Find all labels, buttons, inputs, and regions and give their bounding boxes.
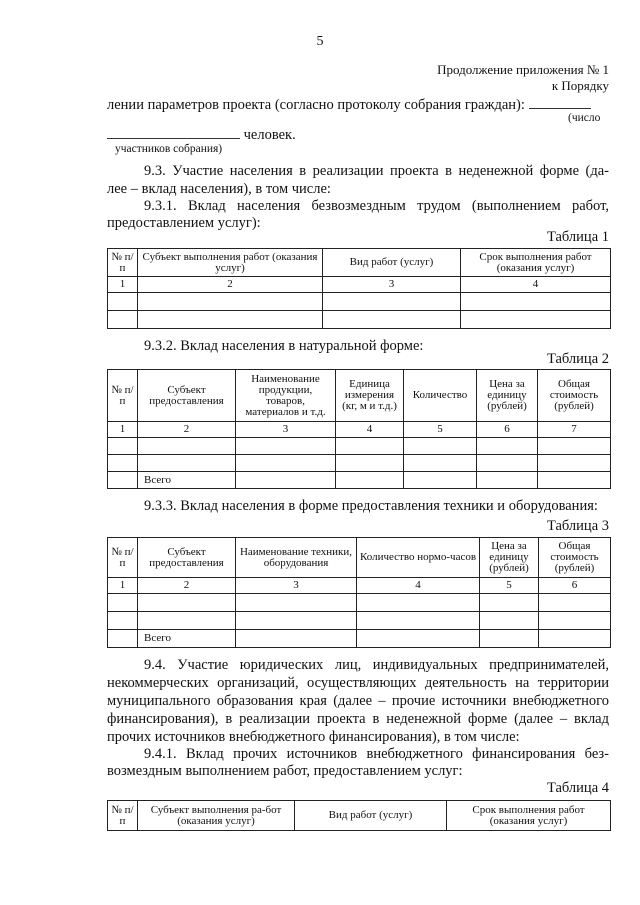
table2-header-num: № п/п (108, 370, 138, 422)
table3-header-price: Цена за единицу (рублей) (480, 538, 539, 578)
table3-header-total: Общая стоимость (рублей) (539, 538, 611, 578)
table1-header-num: № п/п (108, 249, 138, 277)
table-row (108, 612, 611, 630)
participants-count-blank (529, 108, 591, 109)
table3-colnum: 3 (236, 578, 357, 594)
table1-header-deadline: Срок выполнения работ (оказания услуг) (461, 249, 611, 277)
table2-header-unit: Единица измерения (кг, м и т.д.) (336, 370, 404, 422)
table2-caption: Таблица 2 (546, 351, 609, 367)
table1-header-work-type: Вид работ (услуг) (323, 249, 461, 277)
table1-colnum: 1 (108, 277, 138, 293)
participants-blank (107, 138, 240, 139)
table3-header-hours: Количество нормо-часов (357, 538, 480, 578)
section-9-4-line3: муниципального образования края (далее – прочие источники внебюджетного (107, 693, 609, 709)
section-9-3-1-line2: предоставлением услуг): (107, 215, 261, 231)
table-1 (107, 248, 611, 329)
table3-header-subject: Субъект предоставления (138, 538, 236, 578)
table1-caption: Таблица 1 (546, 229, 609, 245)
table2-colnum: 5 (404, 422, 477, 438)
table-row (108, 293, 611, 311)
table2-colnum: 2 (138, 422, 236, 438)
table-row (108, 438, 611, 455)
people-word: человек. (243, 127, 296, 143)
table3-header-num: № п/п (108, 538, 138, 578)
section-9-4-line4: финансирования), в реализации проекта в неденежной форме (далее – вклад (107, 711, 609, 727)
table2-colnum: 6 (477, 422, 538, 438)
table2-total-label: Всего (138, 472, 236, 489)
table3-colnum: 2 (138, 578, 236, 594)
table2-colnum: 4 (336, 422, 404, 438)
table4-header-deadline: Срок выполнения работ (оказания услуг) (447, 801, 611, 831)
table-row (108, 455, 611, 472)
table-total-row (108, 630, 611, 648)
table1-colnum: 4 (461, 277, 611, 293)
section-9-3-1-line1: 9.3.1. Вклад населения безвозмездным трудом (выполнением работ, (144, 198, 609, 214)
section-9-4-line1: 9.4. Участие юридических лиц, индивидуальных предпринимателей, (144, 657, 609, 673)
table-2 (107, 369, 611, 489)
table-4 (107, 800, 611, 831)
table2-header-total: Общая стоимость (рублей) (538, 370, 611, 422)
table-total-row (108, 472, 611, 489)
table-3 (107, 537, 611, 648)
table2-header-quantity: Количество (404, 370, 477, 422)
table3-header-equipment: Наименование техники, оборудования (236, 538, 357, 578)
table1-colnum: 3 (323, 277, 461, 293)
table1-colnum: 2 (138, 277, 323, 293)
intro-line-1 (107, 97, 591, 115)
appendix-reference: к Порядку (551, 78, 609, 93)
intro-line-2 (107, 127, 296, 145)
section-9-4-1-line2: возмездным выполнением работ, предоставлением услуг: (107, 763, 463, 779)
table4-header-work-type: Вид работ (услуг) (295, 801, 447, 831)
table-row (108, 311, 611, 329)
table3-colnum: 4 (357, 578, 480, 594)
table3-colnum: 6 (539, 578, 611, 594)
hint-participants: участников собрания) (115, 143, 223, 155)
section-9-4-line2: некоммерческих организаций, осуществляющих деятельность на территории (107, 675, 609, 691)
table4-caption: Таблица 4 (546, 780, 609, 796)
table1-header-subject: Субъект выполнения работ (оказания услуг) (138, 249, 323, 277)
section-9-3-line2: лее – вклад населения), в том числе: (107, 181, 331, 197)
page-number: 5 (316, 34, 324, 49)
table2-colnum: 7 (538, 422, 611, 438)
hint-number: (число (568, 112, 601, 124)
section-9-4-line5: прочих источников внебюджетного финансирования), в том числе: (107, 729, 520, 745)
section-9-3-2: 9.3.2. Вклад населения в натуральной форме: (144, 338, 424, 354)
table2-colnum: 1 (108, 422, 138, 438)
table3-colnum: 5 (480, 578, 539, 594)
section-9-3-3: 9.3.3. Вклад населения в форме предоставления техники и оборудования: (144, 498, 598, 514)
table2-header-subject: Субъект предоставления (138, 370, 236, 422)
table4-header-subject: Субъект выполнения ра-бот (оказания услуг) (138, 801, 295, 831)
table2-header-price: Цена за единицу (рублей) (477, 370, 538, 422)
table2-colnum: 3 (236, 422, 336, 438)
table-row (108, 594, 611, 612)
table3-caption: Таблица 3 (546, 518, 609, 534)
section-9-3-line1: 9.3. Участие населения в реализации проекта в неденежной форме (да- (144, 163, 609, 179)
intro-text: лении параметров проекта (согласно протоколу собрания граждан): (107, 97, 525, 113)
table3-total-label: Всего (138, 630, 236, 648)
table4-header-num: № п/п (108, 801, 138, 831)
table2-header-product: Наименование продукции, товаров, материалов и т.д. (236, 370, 336, 422)
appendix-continuation: Продолжение приложения № 1 (437, 62, 609, 77)
table3-colnum: 1 (108, 578, 138, 594)
section-9-4-1-line1: 9.4.1. Вклад прочих источников внебюджетного финансирования без- (144, 746, 609, 762)
